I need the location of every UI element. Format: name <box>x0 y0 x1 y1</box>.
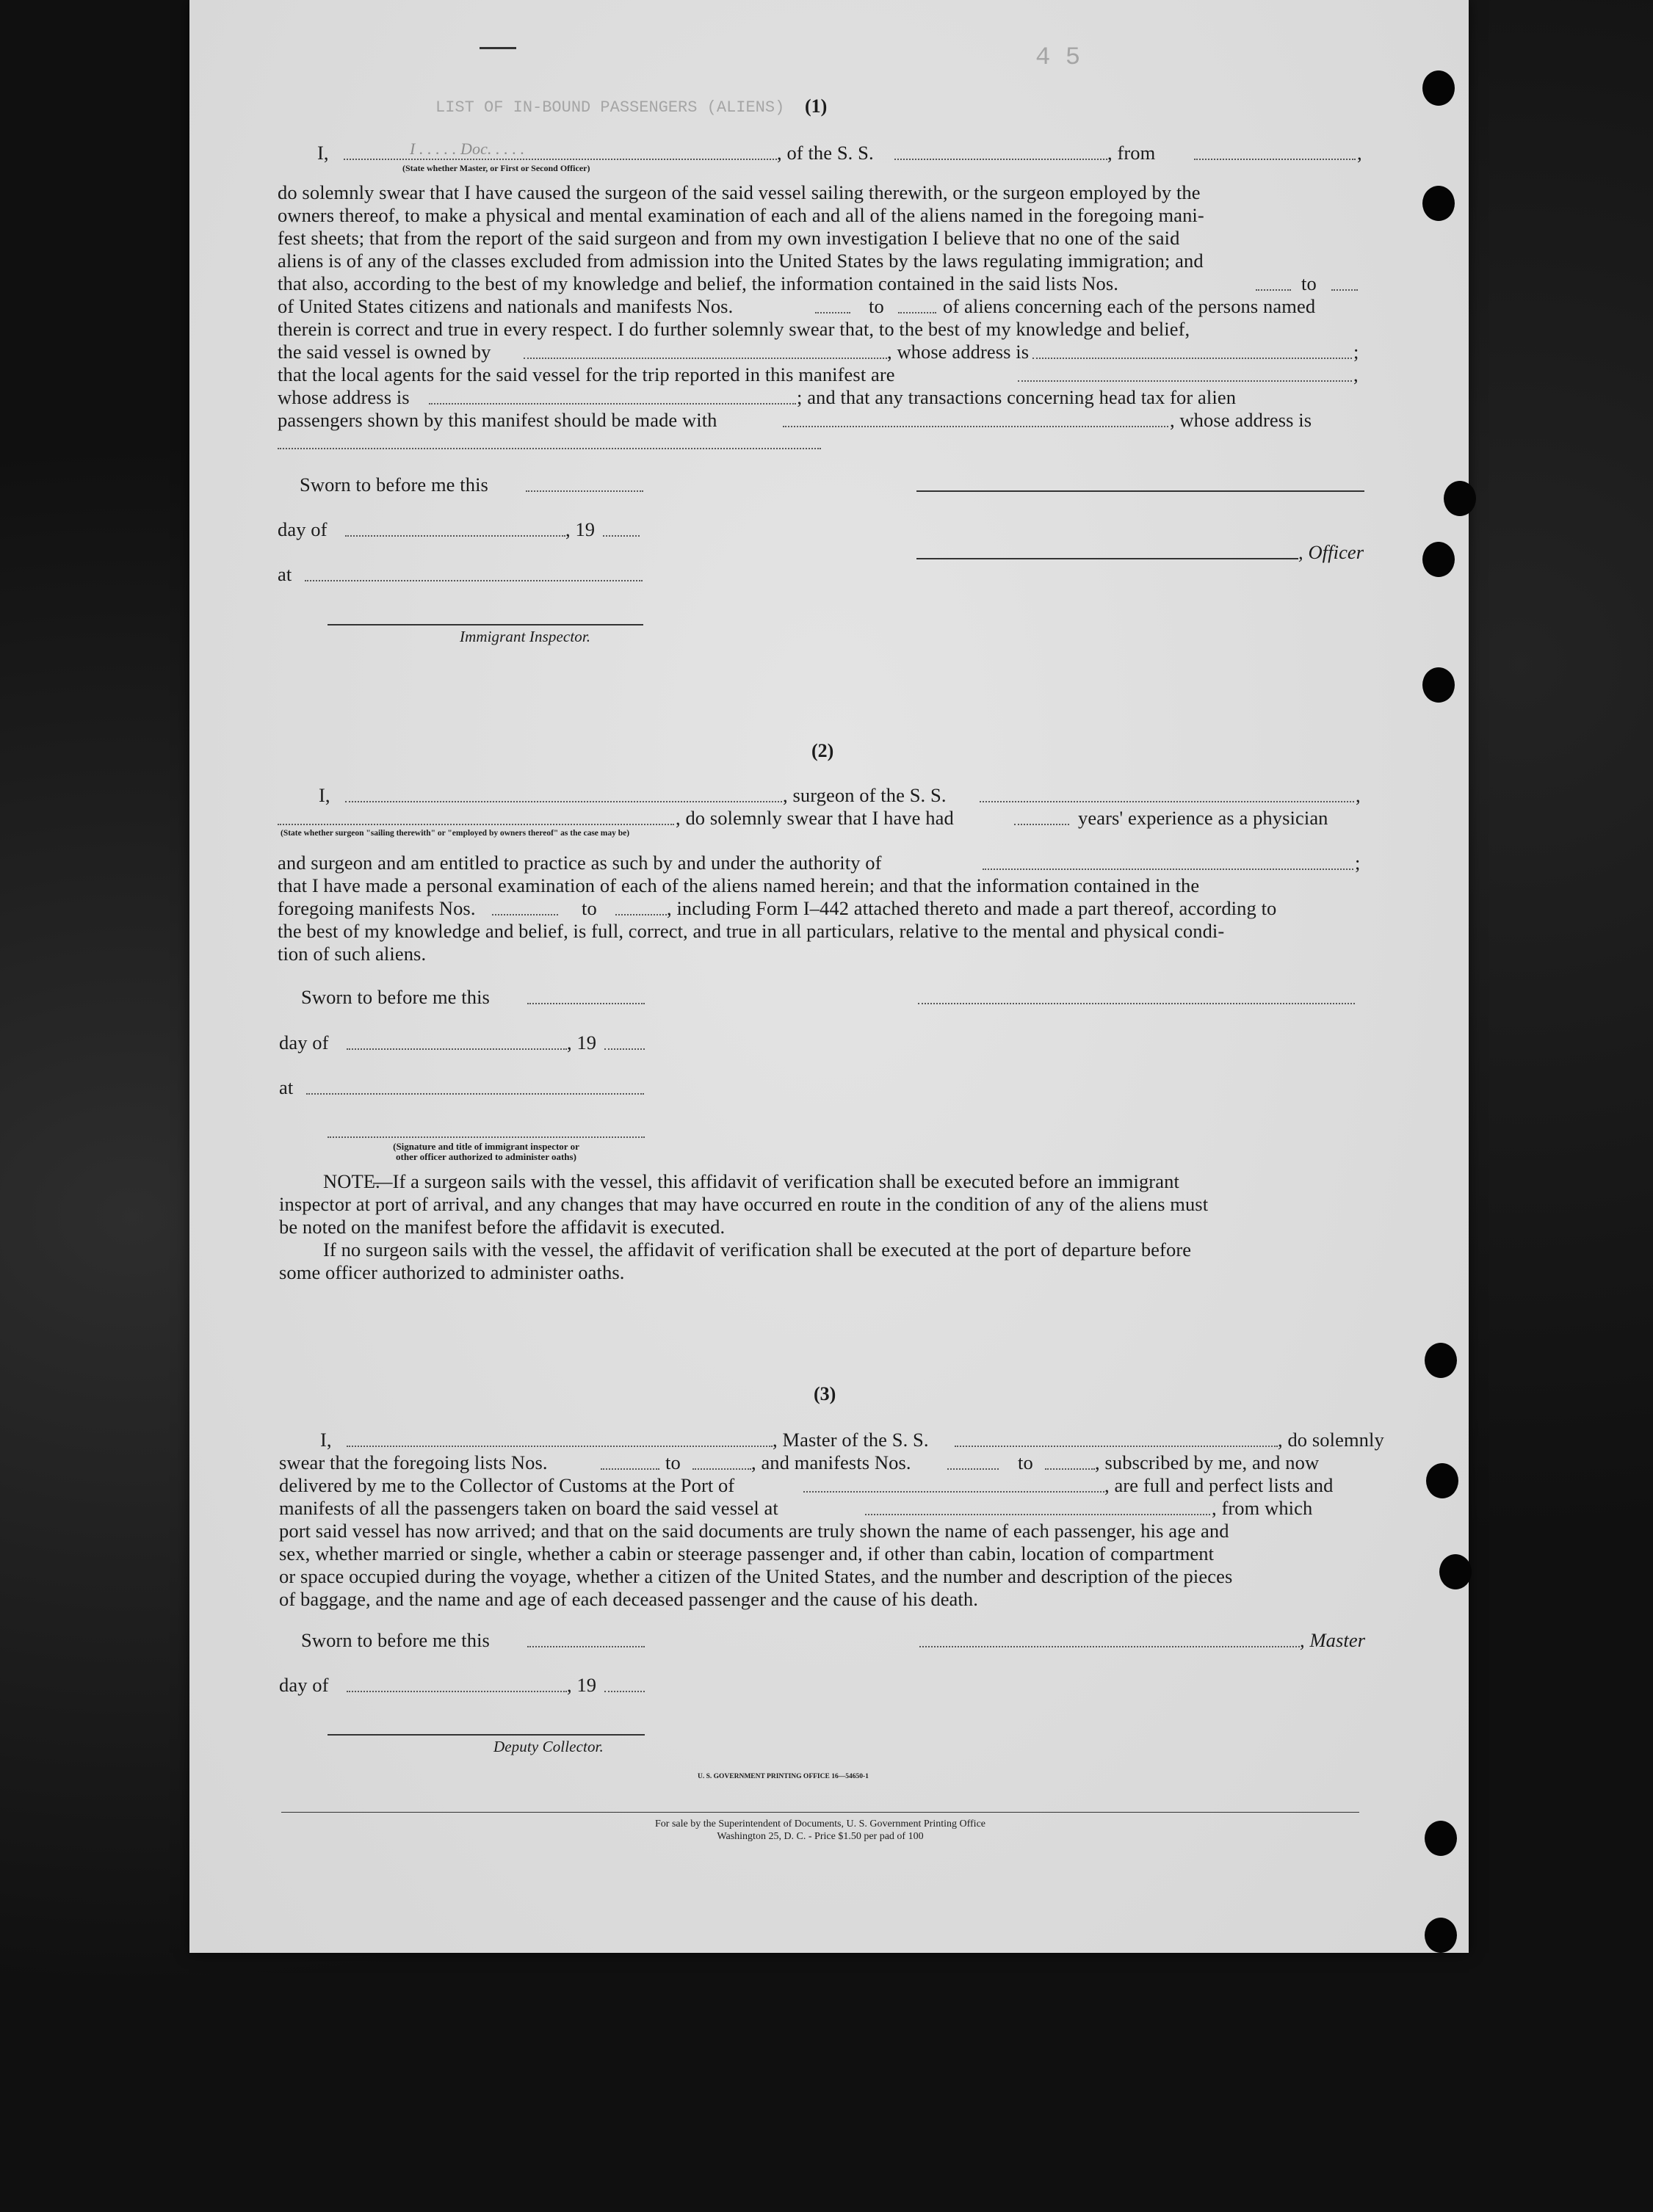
s1-head-tax-address-line[interactable] <box>278 448 821 449</box>
s2-form-clause: , including Form I–442 attached thereto and made a part thereof, according to <box>667 897 1277 919</box>
s1-line-9: that the local agents for the said vessel for the trip reported in this manifest are <box>278 363 895 385</box>
s2-line-3: foregoing manifests Nos. <box>278 897 476 919</box>
s2-vessel-line[interactable] <box>980 801 1354 802</box>
s3-signature-line[interactable] <box>919 1646 1300 1647</box>
top-mark <box>480 47 516 49</box>
s1-whose-address-end: , whose address is <box>1170 409 1312 431</box>
s3-deputy-label: Deputy Collector. <box>493 1738 604 1755</box>
s3-day-of: day of <box>279 1674 329 1696</box>
s1-agents-address-line[interactable] <box>429 403 796 405</box>
s1-sworn: Sworn to before me this <box>300 474 488 496</box>
s1-line-1: do solemnly swear that I have caused the surgeon of the said vessel sailing therewith, or the surgeon employed by the <box>278 181 1201 203</box>
s1-manifests-to-line[interactable] <box>898 312 936 313</box>
s2-sworn: Sworn to before me this <box>301 986 490 1008</box>
s3-sworn-date-line[interactable] <box>527 1646 645 1647</box>
s3-opening-i: I, <box>320 1429 332 1451</box>
s3-do-solemnly: , do solemnly <box>1278 1429 1384 1451</box>
s3-master-of: , Master of the S. S. <box>773 1429 929 1451</box>
s1-line-8: the said vessel is owned by <box>278 341 491 363</box>
section-2-number: (2) <box>811 740 834 761</box>
s3-line-2: sex, whether married or single, whether a cabin or steerage passenger and, if other than cabin, location of compartment <box>279 1542 1215 1564</box>
s2-inspector-line[interactable] <box>328 1136 645 1138</box>
manifest-page: LIST OF IN-BOUND PASSENGERS (ALIENS) 4 5 (1) I, I . . . . . Doc. . . . . , of the S. S. , from , (State whether Master, or First or Second Officer) do solemnly swear that I have caused the surgeon of the said vessel sailing therewith, or the surgeon employed by the owners thereof, to make a physical and mental examination of each and all of the aliens named in the foregoing mani- fest sheets; that from the report of the said surgeon and from my own investigation I believe that no one of the said aliens is of any of the classes excluded from admission into the United States by the laws regulating immigration; and that also, according to the best of my knowledge and belief, the information contained in the said lists Nos. to of United States citizens and nationals and manifests Nos. to of aliens concerning each of the persons named therein is correct and true in every respect. I do further solemnly swear that, to the best of my knowledge and belief, the said vessel is owned by , whose address is ; that the local agents for the said vessel for the trip reported in this manifest are , whose address is ; and that any transactions concerning head tax for alien passengers shown by this manifest should be made with , whose address is Sworn to before me this day of , 19 , Officer at Immigrant Inspector. (2) I, , surgeon of the S. S. , , do solemnly swear that I have had years' experience as a physician (State whether surgeon "sailing therewith" or "employed by owners thereof" as the case may be) and surgeon and am entitled to practice as such by and under the authority of ; that I have made a personal examination of each of the aliens named herein; and that the information contained in the foregoing manifests Nos. to , including Form I–442 attached thereto and made a part thereof, according to the best of my knowledge and belief, is full, correct, and true in all particulars, relative to the mental and physical condi- tion of such aliens. Sworn to before me this day of , 19 at (Signature and title of immigrant inspector or other officer authorized to administer oaths) NOTE. —If a surgeon sails with the vessel, this affidavit of verification shall be executed before an immigrant inspector at port of arrival, and any changes that may have occurred en route in the condition of any of the aliens must be noted on the manifest before the affidavit is executed. If no surgeon sails with the vessel, the affidavit of verification shall be executed at the port of departure before some officer authorized to administer oaths. (3) I, , Master of the S. S. , do solemnly swear that the foregoing lists Nos. to , and manifests Nos. to , subscribed by me, and now delivered by me to the Collector of Customs at the Port of , are full and perfect lists and manifests of all the passengers taken on board the said vessel at , from which port said vessel has now arrived; and that on the said documents are truly shown the name of each passenger, his age and sex, whether married or single, whether a cabin or steerage passenger and, if other than cabin, location of compartment or space occupied during the voyage, whether a citizen of the United States, and the number and description of the pieces of baggage, and the name and age of each deceased passenger and the cause of his death. Sworn to before me this , Master day of , 19 Deputy Collector. U. S. GOVERNMENT PRINTING OFFICE 16—54650-1 For sale by the Superintendent of Documents, U. S. Government Printing Office Washington 25, D. C. - Price $1.50 per pad of 100 <box>189 0 1469 1953</box>
s2-caption: (State whether surgeon "sailing therewith" or "employed by owners thereof" as the case may be) <box>281 829 630 838</box>
binder-hole <box>1422 542 1455 577</box>
s2-years: years' experience as a physician <box>1078 807 1328 829</box>
s2-line-5: tion of such aliens. <box>278 943 427 965</box>
s2-signature-line[interactable] <box>918 1003 1355 1004</box>
section-1-number: (1) <box>805 95 828 117</box>
s1-agents-line[interactable] <box>1018 380 1352 382</box>
faint-header-title: LIST OF IN-BOUND PASSENGERS (ALIENS) <box>435 98 785 117</box>
s1-at-line[interactable] <box>305 580 643 581</box>
binder-hole <box>1425 1918 1457 1953</box>
s1-inspector-label: Immigrant Inspector. <box>460 628 591 645</box>
s1-line-2: owners thereof, to make a physical and mental examination of each and all of the aliens named in the foregoing mani- <box>278 204 1204 226</box>
s1-day-of: day of <box>278 518 328 540</box>
s3-sworn: Sworn to before me this <box>301 1629 490 1651</box>
s1-line-10: whose address is <box>278 386 410 408</box>
s1-year: , 19 <box>565 518 596 540</box>
s3-manifests-to-line[interactable] <box>1045 1468 1095 1470</box>
s2-at: at <box>279 1076 294 1098</box>
s1-head-tax: ; and that any transactions concerning head tax for alien <box>797 386 1237 408</box>
s3-line-4: of baggage, and the name and age of each deceased passenger and the cause of his death. <box>279 1588 978 1610</box>
s2-note-line-3: be noted on the manifest before the affidavit is executed. <box>279 1216 726 1238</box>
binder-hole <box>1425 1821 1457 1856</box>
s2-status-line[interactable] <box>278 824 674 825</box>
s1-aliens-concerning: of aliens concerning each of the persons named <box>943 295 1316 317</box>
s2-note2-line-2: some officer authorized to administer oaths. <box>279 1261 625 1283</box>
s2-years-line[interactable] <box>1014 824 1069 825</box>
s2-opening-i: I, <box>319 784 330 806</box>
s1-of-ss: , of the S. S. <box>777 142 874 164</box>
s1-manifests-from-line[interactable] <box>815 312 850 313</box>
s1-caption: (State whether Master, or First or Second Officer) <box>402 163 590 173</box>
s3-manifests-all: manifests of all the passengers taken on board the said vessel at <box>279 1497 778 1519</box>
s1-officer-label: , Officer <box>1298 541 1364 563</box>
s1-line-4: aliens is of any of the classes excluded from admission into the United States by the laws regulating immigration; and <box>278 250 1204 272</box>
s2-note2-line-1: If no surgeon sails with the vessel, the affidavit of verification shall be executed at the port of departure before <box>323 1239 1192 1261</box>
s2-line-4: the best of my knowledge and belief, is full, correct, and true in all particulars, relative to the mental and physical condi- <box>278 920 1225 942</box>
s1-vessel-line[interactable] <box>894 159 1107 160</box>
s2-note-line-2: inspector at port of arrival, and any changes that may have occurred en route in the condition of any of the aliens must <box>279 1193 1209 1215</box>
s1-handwritten-name: I . . . . . Doc. . . . . <box>410 139 525 158</box>
s2-at-line[interactable] <box>306 1093 644 1095</box>
binder-hole <box>1422 667 1455 703</box>
s3-full-perfect: , are full and perfect lists and <box>1104 1474 1334 1496</box>
s1-line-3: fest sheets; that from the report of the said surgeon and from my own investigation I believe that no one of the said <box>278 227 1180 249</box>
s1-line-6: of United States citizens and nationals and manifests Nos. <box>278 295 734 317</box>
s2-signature-caption-1: (Signature and title of immigrant inspector or <box>393 1141 579 1152</box>
s2-authority-line[interactable] <box>983 869 1353 870</box>
s3-vessel-line[interactable] <box>955 1446 1278 1447</box>
footer-sale-2: Washington 25, D. C. - Price $1.50 per pad of 100 <box>717 1831 924 1842</box>
binder-hole <box>1426 1463 1458 1498</box>
s1-to-b: to <box>869 295 884 317</box>
faint-page-mark: 4 5 <box>1035 44 1081 72</box>
s1-to-a: to <box>1301 272 1317 294</box>
s1-day-line[interactable] <box>345 535 565 537</box>
s3-port-line[interactable] <box>803 1491 1104 1493</box>
s1-opening-i: I, <box>317 142 329 164</box>
s3-lists-to-line[interactable] <box>692 1468 751 1470</box>
s2-year: , 19 <box>567 1031 597 1054</box>
s1-lists-to-line[interactable] <box>1331 289 1358 291</box>
s2-surgeon-name-line[interactable] <box>345 801 782 802</box>
s3-master-name-line[interactable] <box>347 1446 773 1447</box>
s3-delivered: delivered by me to the Collector of Customs at the Port of <box>279 1474 735 1496</box>
s3-year-line[interactable] <box>604 1691 645 1692</box>
section-3-number: (3) <box>814 1383 836 1404</box>
s2-manifests-from-line[interactable] <box>492 914 558 915</box>
binder-hole <box>1425 1343 1457 1378</box>
s3-year: , 19 <box>567 1674 597 1696</box>
s1-officer-line[interactable] <box>916 558 1298 559</box>
s1-from: , from <box>1107 142 1156 164</box>
s2-swear: , do solemnly swear that I have had <box>676 807 954 829</box>
s3-lists-from-line[interactable] <box>601 1468 659 1470</box>
binder-hole <box>1444 481 1476 516</box>
s2-day-line[interactable] <box>347 1048 567 1050</box>
footer-rule <box>281 1812 1359 1813</box>
binder-hole <box>1422 70 1455 106</box>
s2-note-line-1: —If a surgeon sails with the vessel, this affidavit of verification shall be executed before an immigrant <box>373 1170 1179 1192</box>
s2-sworn-date-line[interactable] <box>527 1003 645 1004</box>
s3-line-1: port said vessel has now arrived; and that on the said documents are truly shown the name of each passenger, his age and <box>279 1520 1229 1542</box>
s3-boarding-port-line[interactable] <box>865 1514 1210 1515</box>
s3-swear-lists: swear that the foregoing lists Nos. <box>279 1451 548 1473</box>
s1-sworn-date-line[interactable] <box>526 490 643 492</box>
s2-signature-caption-2: other officer authorized to administer oaths) <box>396 1151 576 1162</box>
s1-whose-address: , whose address is <box>887 341 1030 363</box>
s2-note-label: NOTE. <box>323 1170 380 1192</box>
s2-day-of: day of <box>279 1031 329 1054</box>
s1-year-line[interactable] <box>603 535 640 537</box>
s2-year-line[interactable] <box>604 1048 645 1050</box>
binder-hole <box>1422 186 1455 221</box>
s3-manifests-from-line[interactable] <box>947 1468 999 1470</box>
s1-line-7: therein is correct and true in every respect. I do further solemnly swear that, to the best of my knowledge and belief, <box>278 318 1190 340</box>
s2-to: to <box>582 897 597 919</box>
s2-surgeon-of: , surgeon of the S. S. <box>783 784 947 806</box>
s1-signature-line[interactable] <box>916 490 1364 492</box>
s1-from-line[interactable] <box>1194 159 1356 160</box>
s1-line-11: passengers shown by this manifest should be made with <box>278 409 717 431</box>
s1-at: at <box>278 563 292 585</box>
s1-owner-address-line[interactable] <box>1032 358 1352 359</box>
s3-and-manifests: , and manifests Nos. <box>751 1451 911 1473</box>
s3-to-b: to <box>1018 1451 1033 1473</box>
s1-officer-name-line[interactable] <box>344 159 777 160</box>
s3-to-a: to <box>665 1451 681 1473</box>
s3-subscribed: , subscribed by me, and now <box>1095 1451 1320 1473</box>
footer-sale-1: For sale by the Superintendent of Documents, U. S. Government Printing Office <box>655 1818 985 1830</box>
s2-line-1: and surgeon and am entitled to practice as such by and under the authority of <box>278 852 882 874</box>
s1-head-tax-line[interactable] <box>783 426 1168 427</box>
s3-line-3: or space occupied during the voyage, whether a citizen of the United States, and the number and description of the pieces <box>279 1565 1233 1587</box>
s2-line-2: that I have made a personal examination of each of the aliens named herein; and that the information contained in the <box>278 874 1200 896</box>
s1-line-5: that also, according to the best of my knowledge and belief, the information contained in the said lists Nos. <box>278 272 1118 294</box>
s1-lists-from-line[interactable] <box>1256 289 1291 291</box>
footer-gpo: U. S. GOVERNMENT PRINTING OFFICE 16—54650-1 <box>698 1773 869 1780</box>
s1-owner-line[interactable] <box>524 358 887 359</box>
s3-day-line[interactable] <box>347 1691 567 1692</box>
binder-hole <box>1439 1554 1472 1589</box>
s2-manifests-to-line[interactable] <box>615 914 667 915</box>
s3-master-label: , Master <box>1300 1629 1366 1651</box>
s3-from-which: , from which <box>1212 1497 1313 1519</box>
